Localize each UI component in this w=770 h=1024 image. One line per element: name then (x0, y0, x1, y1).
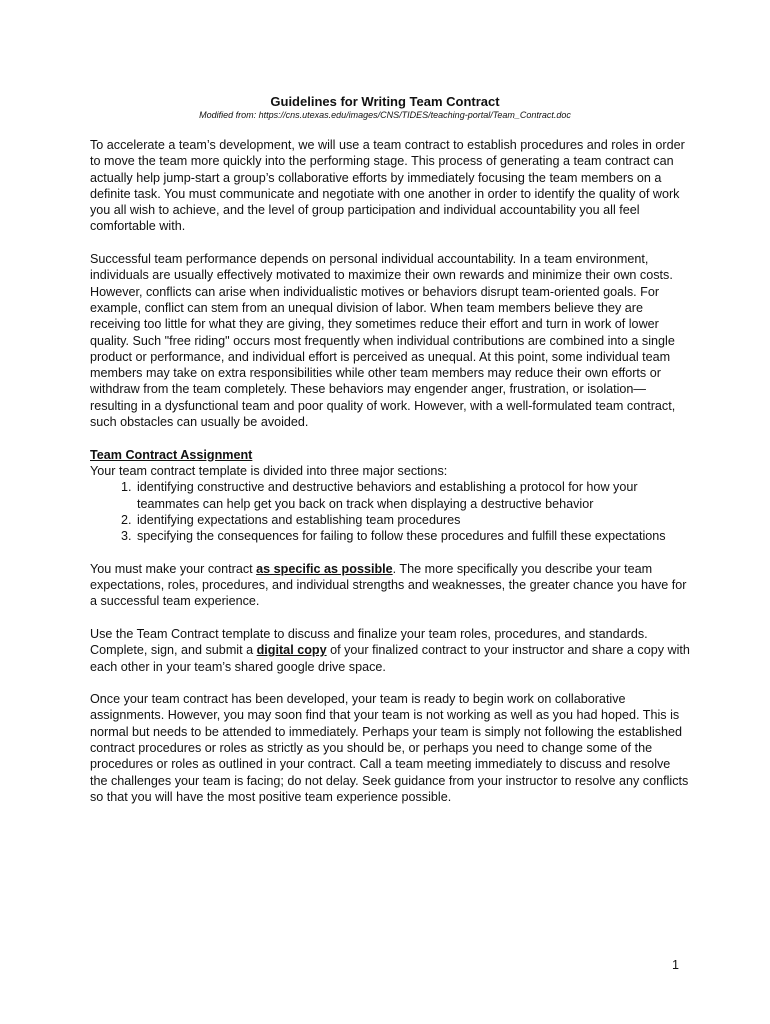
specific-paragraph-end: . The more specifically you describe your team expectations, roles, procedures, and individual strengths and weaknesses, the greater chance you have for a successful team experience. (90, 561, 687, 609)
page-number: 1 (672, 958, 680, 972)
assignment-heading: Team Contract Assignment (90, 447, 253, 462)
template-paragraph-end: of your finalized contract to your instructor and share a copy with each other in your team’s shared google drive space. (90, 643, 690, 674)
assignment-step: 2. identifying expectations and establishing team procedures (135, 512, 690, 528)
document-body (90, 137, 690, 821)
assignment-steps (90, 479, 690, 544)
document-title: Guidelines for Writing Team Contract (270, 94, 500, 109)
digital-copy-emphasis: digital copy (256, 643, 327, 658)
intro-paragraph: To accelerate a team’s development, we will use a team contract to establish procedures and roles in order to move the team more quickly into the performing stage. This process of generating a team contract can actually help jump-start a group’s collaborative efforts by immediately focusing the team members on a definite task. You must communicate and negotiate with one another in order to identify the quality of work you all wish to achieve, and the level of group participation and individual accountability you all feel comfortable with. (90, 138, 685, 234)
assignment-step: 3. specifying the consequences for failing to follow these procedures and fulfill these expectations (135, 528, 690, 544)
assignment-step: 1. identifying constructive and destructive behaviors and establishing a protocol for how your teammates can help get you back on track when displaying a destructive behavior (135, 479, 690, 512)
performance-paragraph: Successful team performance depends on personal individual accountability. In a team environment, individuals are usually effectively motivated to maximize their own rewards and minimize their own costs. However, conflicts can arise when individualistic motives or behaviors disrupt team-oriented goals. For example, conflict can stem from an unequal division of labor. When team members believe they are receiving too little for what they are giving, they sometimes reduce their effort and turn in work of lower quality. Such "free riding" occurs most frequently when individual contributions are combined into a single product or performance, and individual effort is perceived as unequal. At this point, some individual team members may take on extra responsibilities while other team members may reduce their own efforts or withdraw from the team completely. These behaviors may engender anger, frustration, or isolation—resulting in a dysfunctional team and poor quality of work. However, with a well-formulated team contract, such obstacles can usually be avoided. (90, 252, 676, 430)
specific-paragraph-start: You must make your contract (90, 561, 257, 576)
assignment-intro: Your team contract template is divided into three major sections: (90, 463, 448, 478)
closing-paragraph: Once your team contract has been developed, your team is ready to begin work on collaborative assignments. However, you may soon find that your team is not working as well as you had hoped. This is normal but needs to be attended to immediately. Perhaps your team is simply not following the established contract procedures or roles as strictly as you should be, or perhaps you need to change some of the procedures or roles as outlined in your contract. Call a team meeting immediately to discuss and resolve the challenges your team is facing; do not delay. Seek guidance from your instructor to resolve any conflicts so that you will have the most positive team experience possible. (90, 692, 689, 804)
template-paragraph-start: Use the Team Contract template to discuss and finalize your team roles, procedures, and standards. Complete, sign, and submit a (90, 626, 648, 658)
specific-emphasis: as specific as possible (256, 561, 393, 576)
source-citation: Modified from: https://cns.utexas.edu/images/CNS/TIDES/teaching-portal/Team_Contract.doc (199, 110, 571, 120)
specific-paragraph (90, 561, 690, 610)
template-paragraph (90, 626, 690, 675)
